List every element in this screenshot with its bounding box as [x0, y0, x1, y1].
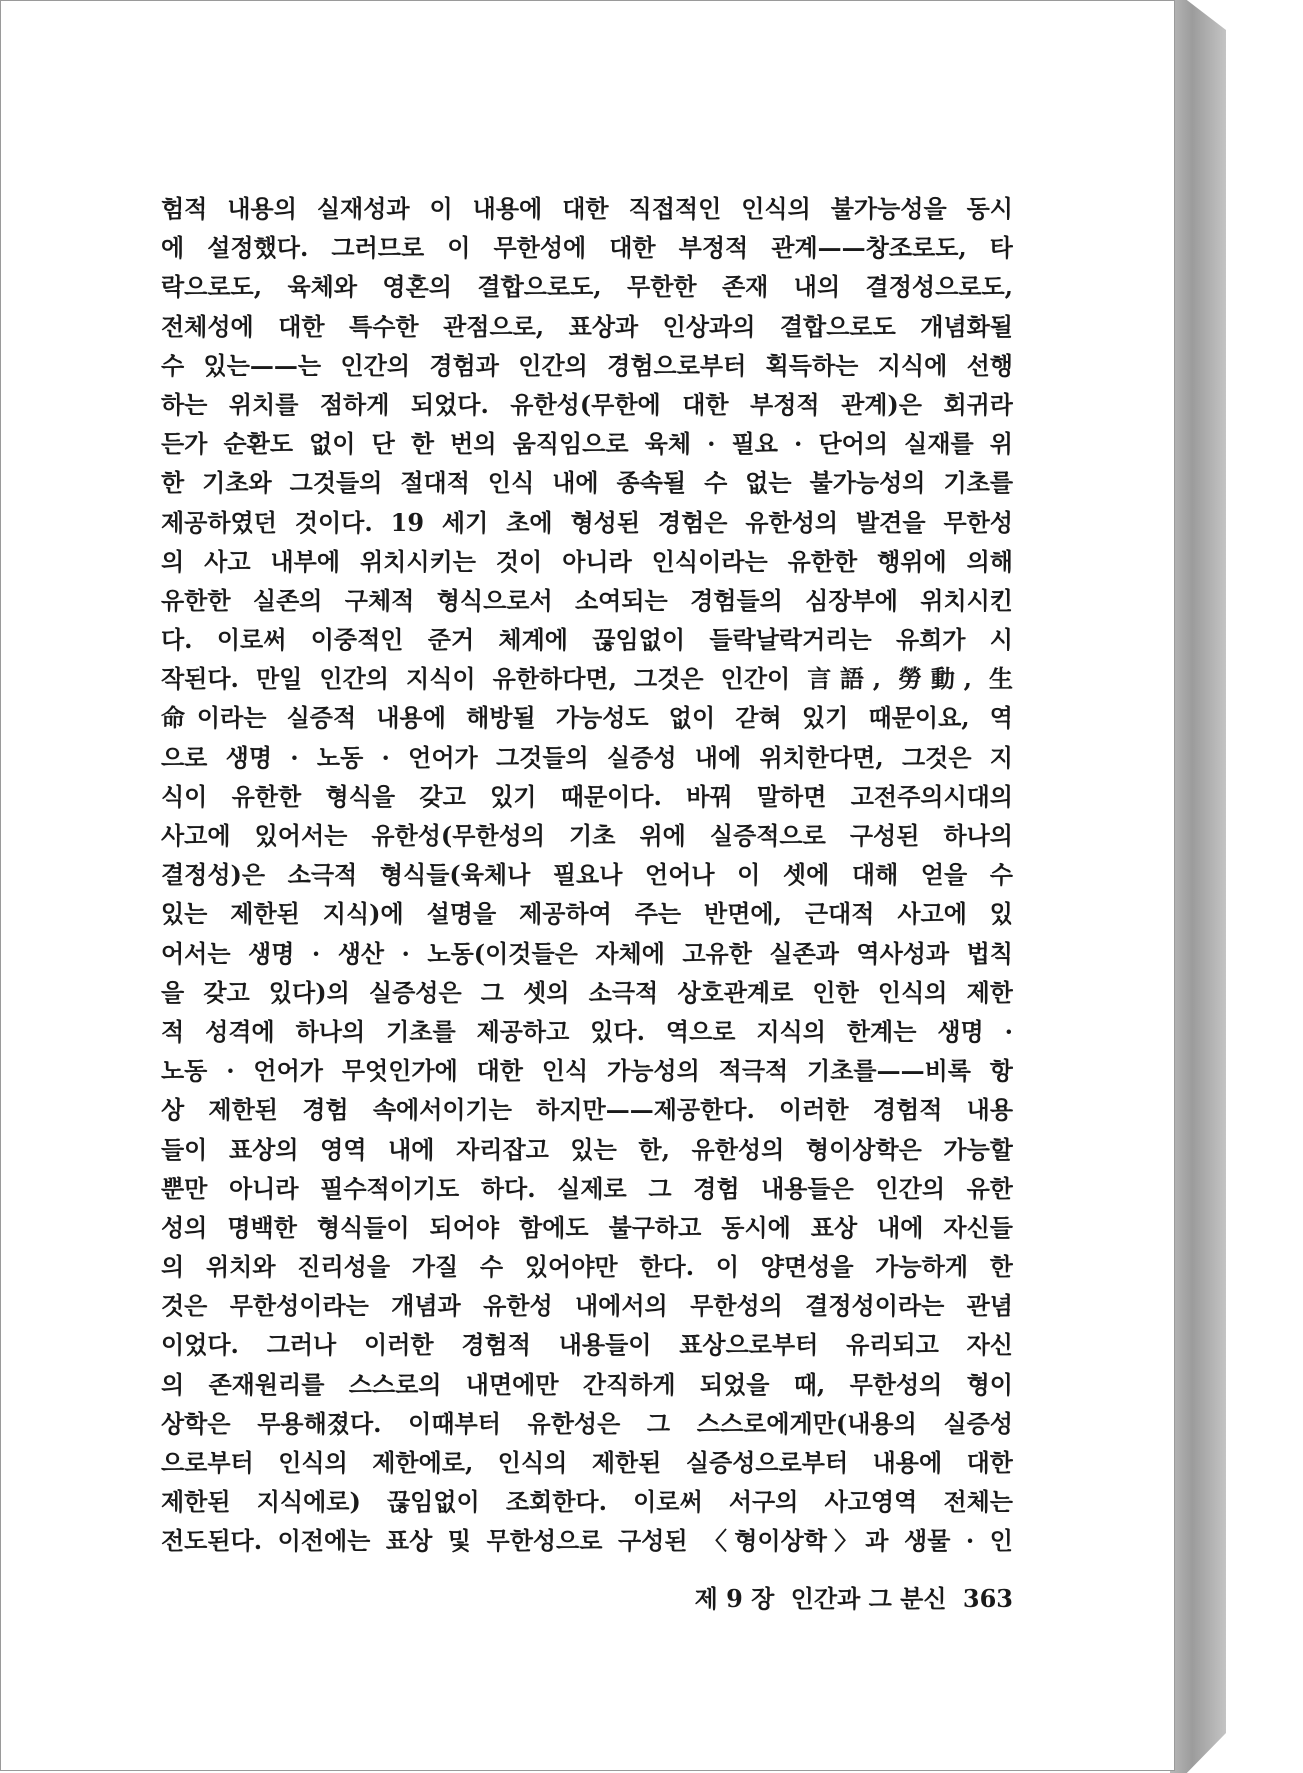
- text-line: 의 위치와 진리성을 가질 수 있어야만 한다. 이 양면성을 가능하게 한: [161, 1252, 1013, 1282]
- text-line: 유한한 실존의 구체적 형식으로서 소여되는 경험들의 심장부에 위치시킨: [161, 585, 1013, 615]
- text-line: 하는 위치를 점하게 되었다. 유한성(무한에 대한 부정적 관계)은 회귀라: [161, 389, 1013, 419]
- text-line: 제한된 지식에로) 끊임없이 조회한다. 이로써 서구의 사고영역 전체는: [161, 1487, 1013, 1517]
- text-line: 적 성격에 하나의 기초를 제공하고 있다. 역으로 지식의 한계는 생명 ·: [161, 1016, 1013, 1046]
- text-line: 상학은 무용해졌다. 이때부터 유한성은 그 스스로에게만(내용의 실증성: [161, 1408, 1013, 1438]
- text-line: 을 갖고 있다)의 실증성은 그 셋의 소극적 상호관계로 인한 인식의 제한: [161, 977, 1013, 1007]
- text-line: 으로부터 인식의 제한에로, 인식의 제한된 실증성으로부터 내용에 대한: [161, 1448, 1013, 1477]
- footer-title: 인간과 그 분신: [790, 1584, 947, 1613]
- text-line: 든가 순환도 없이 단 한 번의 움직임으로 육체 · 필요 · 단어의 실재를 위: [161, 429, 1013, 459]
- footer-chapter: 제 9 장: [694, 1584, 775, 1613]
- text-line: 상 제한된 경험 속에서이기는 하지만——제공한다. 이러한 경험적 내용: [161, 1095, 1013, 1125]
- text-line: 것은 무한성이라는 개념과 유한성 내에서의 무한성의 결정성이라는 관념: [161, 1291, 1013, 1321]
- text-line: 전체성에 대한 특수한 관점으로, 표상과 인상과의 결합으로도 개념화될: [161, 311, 1013, 341]
- page-number: 363: [962, 1584, 1013, 1613]
- text-line: 제공하였던 것이다. 19 세기 초에 형성된 경험은 유한성의 발견을 무한성: [161, 507, 1013, 537]
- text-line: 뿐만 아니라 필수적이기도 하다. 실제로 그 경험 내용들은 인간의 유한: [161, 1173, 1013, 1203]
- text-line: 으로 생명 · 노동 · 언어가 그것들의 실증성 내에 위치한다면, 그것은 지: [161, 742, 1013, 772]
- text-line: 命이라는 실증적 내용에 해방될 가능성도 없이 갇혀 있기 때문이요, 역: [161, 703, 1013, 733]
- body-text: [161, 189, 1013, 1561]
- text-line: 한 기초와 그것들의 절대적 인식 내에 종속될 수 없는 불가능성의 기초를: [161, 468, 1013, 498]
- text-line: 어서는 생명 · 생산 · 노동(이것들은 자체에 고유한 실존과 역사성과 법칙: [161, 938, 1013, 968]
- text-line: 에 설정했다. 그러므로 이 무한성에 대한 부정적 관계——창조로도, 타: [161, 233, 1013, 263]
- text-line: 사고에 있어서는 유한성(무한성의 기초 위에 실증적으로 구성된 하나의: [161, 821, 1013, 850]
- text-line: 락으로도, 육체와 영혼의 결합으로도, 무한한 존재 내의 결정성으로도,: [161, 272, 1013, 302]
- text-line: 성의 명백한 형식들이 되어야 함에도 불구하고 동시에 표상 내에 자신들: [161, 1212, 1013, 1242]
- text-line: 다. 이로써 이중적인 준거 체계에 끊임없이 들락날락거리는 유희가 시: [161, 625, 1013, 655]
- text-line: 들이 표상의 영역 내에 자리잡고 있는 한, 유한성의 형이상학은 가능할: [161, 1134, 1013, 1164]
- text-line: 있는 제한된 지식)에 설명을 제공하여 주는 반면에, 근대적 사고에 있: [161, 899, 1013, 929]
- text-line: 전도된다. 이전에는 표상 및 무한성으로 구성된 〈형이상학〉과 생물 · 인: [161, 1526, 1013, 1556]
- text-line: 수 있는——는 인간의 경험과 인간의 경험으로부터 획득하는 지식에 선행: [161, 350, 1013, 380]
- text-line: 의 사고 내부에 위치시키는 것이 아니라 인식이라는 유한한 행위에 의해: [161, 546, 1013, 576]
- text-line: 노동 · 언어가 무엇인가에 대한 인식 가능성의 적극적 기초를——비록 항: [161, 1056, 1013, 1086]
- text-line: 식이 유한한 형식을 갖고 있기 때문이다. 바꿔 말하면 고전주의시대의: [161, 781, 1013, 811]
- text-line: 결정성)은 소극적 형식들(육체나 필요나 언어나 이 셋에 대해 얻을 수: [161, 860, 1013, 890]
- text-line: 의 존재원리를 스스로의 내면에만 간직하게 되었을 때, 무한성의 형이: [161, 1369, 1013, 1399]
- text-line: 작된다. 만일 인간의 지식이 유한하다면, 그것은 인간이 言語, 勞動, 生: [161, 664, 1013, 694]
- text-line: 이었다. 그러나 이러한 경험적 내용들이 표상으로부터 유리되고 자신: [161, 1330, 1013, 1360]
- page-edge-shadow: [1170, 0, 1226, 1773]
- text-line: 험적 내용의 실재성과 이 내용에 대한 직접적인 인식의 불가능성을 동시: [161, 194, 1013, 223]
- running-footer: [649, 1581, 1013, 1617]
